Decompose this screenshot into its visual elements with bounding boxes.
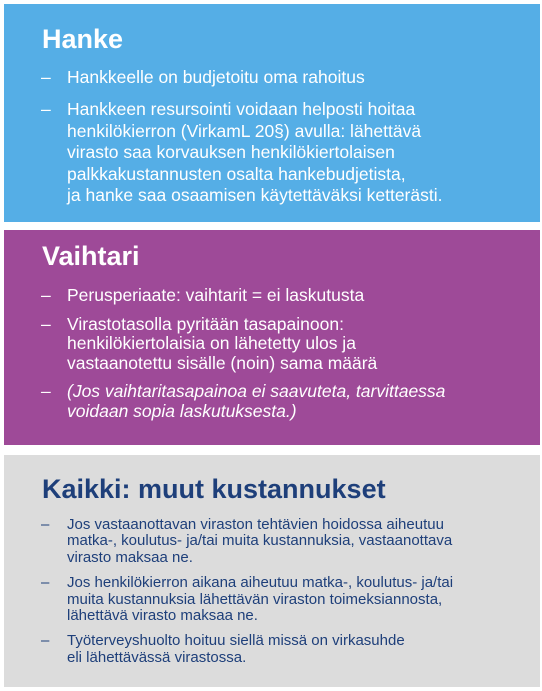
list-item-text: henkilökiertolaisia on lähetetty ulos ja bbox=[67, 333, 356, 354]
list-item-text: voidaan sopia laskutuksesta.) bbox=[67, 400, 297, 421]
vaihtari-title: Vaihtari bbox=[42, 241, 140, 271]
list-item-text: virasto maksaa ne. bbox=[67, 548, 193, 566]
list-item-text: muita kustannuksia lähettävän viraston toimeksiannosta, bbox=[67, 590, 443, 608]
hanke-panel bbox=[4, 4, 540, 222]
list-item bbox=[41, 575, 521, 624]
list-item-text: Hankkeelle on budjetoitu oma rahoitus bbox=[67, 67, 365, 87]
list-item bbox=[41, 99, 521, 206]
list-item-text: Jos henkilökierron aikana aiheutuu matka-, koulutus- ja/tai bbox=[67, 574, 454, 592]
list-item-text: eli lähettävässä virastossa. bbox=[67, 648, 247, 666]
kaikki-title: Kaikki: muut kustannukset bbox=[42, 474, 386, 504]
list-item bbox=[41, 517, 521, 566]
list-item bbox=[41, 67, 521, 88]
list-item-text: palkkakustannusten osalta hankebudjetista, bbox=[67, 163, 406, 184]
vaihtari-panel bbox=[4, 230, 540, 445]
list-item-text: Työterveyshuolto hoituu siellä missä on virkasuhde bbox=[67, 632, 405, 650]
list-item bbox=[41, 315, 521, 374]
list-item bbox=[41, 633, 521, 666]
bullet-dash: – bbox=[41, 516, 50, 533]
kaikki-panel bbox=[4, 455, 540, 687]
list-item-text: Jos vastaanottavan viraston tehtävien hoidossa aiheutuu bbox=[67, 516, 444, 533]
list-item-text: Perusperiaate: vaihtarit = ei laskutusta bbox=[67, 285, 365, 305]
list-item-text: Virastotasolla pyritään tasapainoon: bbox=[67, 313, 344, 334]
kaikki-list bbox=[41, 517, 521, 675]
list-item-text: henkilökierron (VirkamL 20§) avulla: lähettävä bbox=[67, 120, 422, 141]
bullet-dash: – bbox=[41, 574, 50, 592]
hanke-list bbox=[41, 67, 521, 217]
list-item-text: Hankkeen resursointi voidaan helposti hoitaa bbox=[67, 99, 416, 120]
list-item-text: matka-, koulutus- ja/tai muita kustannuksia, vastaanottava bbox=[67, 532, 453, 550]
list-item bbox=[41, 382, 521, 421]
bullet-dash: – bbox=[41, 313, 51, 334]
bullet-dash: – bbox=[41, 285, 51, 305]
list-item-text: ja hanke saa osaamisen käytettäväksi ketterästi. bbox=[67, 185, 443, 206]
list-item-text: virasto saa korvauksen henkilökiertolaisen bbox=[67, 142, 395, 163]
list-item-text: vastaanotettu sisälle (noin) sama määrä bbox=[67, 352, 378, 373]
list-item bbox=[41, 286, 521, 306]
list-item-text: lähettävä virasto maksaa ne. bbox=[67, 607, 258, 625]
bullet-dash: – bbox=[41, 381, 51, 402]
list-item-text: (Jos vaihtaritasapainoa ei saavuteta, tarvittaessa bbox=[67, 381, 446, 402]
hanke-title: Hanke bbox=[42, 24, 124, 54]
bullet-dash: – bbox=[41, 67, 51, 87]
bullet-dash: – bbox=[41, 632, 50, 650]
bullet-dash: – bbox=[41, 99, 51, 120]
vaihtari-list bbox=[41, 286, 521, 431]
